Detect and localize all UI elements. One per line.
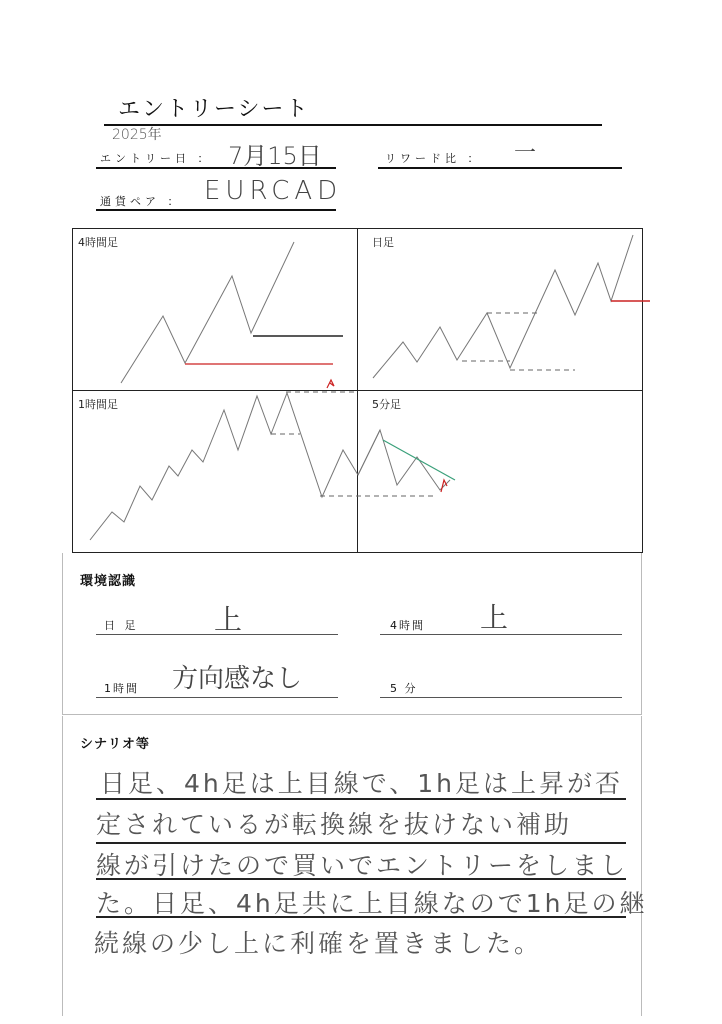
entry-date-value: 7月15日 — [228, 142, 322, 170]
h1-price-sketch — [90, 393, 380, 540]
env-daily-rule — [96, 634, 338, 635]
scenario-line-2: 定されているが転換線を抜けない補助 — [96, 810, 573, 839]
h4-price-sketch — [121, 242, 294, 383]
env-h4-label: 4時間 — [390, 619, 425, 632]
env-daily-value: 上 — [214, 603, 243, 636]
year-handwritten: 2025年 — [112, 127, 162, 143]
daily-chart-label: 日足 — [372, 236, 394, 249]
h4-chart-label: 4時間足 — [78, 236, 118, 249]
m5-chart-label: 5分足 — [372, 398, 401, 411]
scenario-line-3: 線が引けたので買いでエントリーをしまし — [96, 851, 629, 880]
env-h1-value: 方向感なし — [172, 664, 303, 694]
scenario-title: シナリオ等 — [80, 737, 150, 752]
env-h1-rule — [96, 697, 338, 698]
scenario-line-4: た。日足、4h足共に上目線なので1h足の継 — [96, 889, 648, 918]
scenario-rule-2 — [96, 842, 626, 844]
scenario-line-1: 日足、4h足は上目線で、1h足は上昇が否 — [100, 769, 624, 798]
reward-label: リワード比 ： — [385, 152, 483, 165]
env-m5-label: 5 分 — [390, 682, 418, 695]
h1-chart-label: 1時間足 — [78, 398, 118, 411]
env-m5-rule — [380, 697, 622, 698]
env-daily-label: 日 足 — [104, 619, 139, 632]
env-h4-value: 上 — [480, 601, 509, 634]
daily-price-sketch — [373, 235, 633, 378]
m5-price-sketch — [358, 430, 450, 490]
pair-value: EURCAD — [204, 176, 343, 206]
h1-red-mark — [327, 380, 334, 388]
sheet-title: エントリーシート — [118, 97, 310, 122]
environment-title: 環境認識 — [80, 574, 137, 589]
env-h1-label: 1時間 — [104, 682, 139, 695]
reward-value: 一 — [514, 141, 537, 166]
env-h4-rule — [380, 634, 622, 635]
scenario-line-5: 続線の少し上に利確を置きました。 — [94, 929, 543, 958]
entry-date-label: エントリー日 ： — [100, 152, 213, 165]
pair-label: 通貨ペア ： — [100, 195, 183, 208]
